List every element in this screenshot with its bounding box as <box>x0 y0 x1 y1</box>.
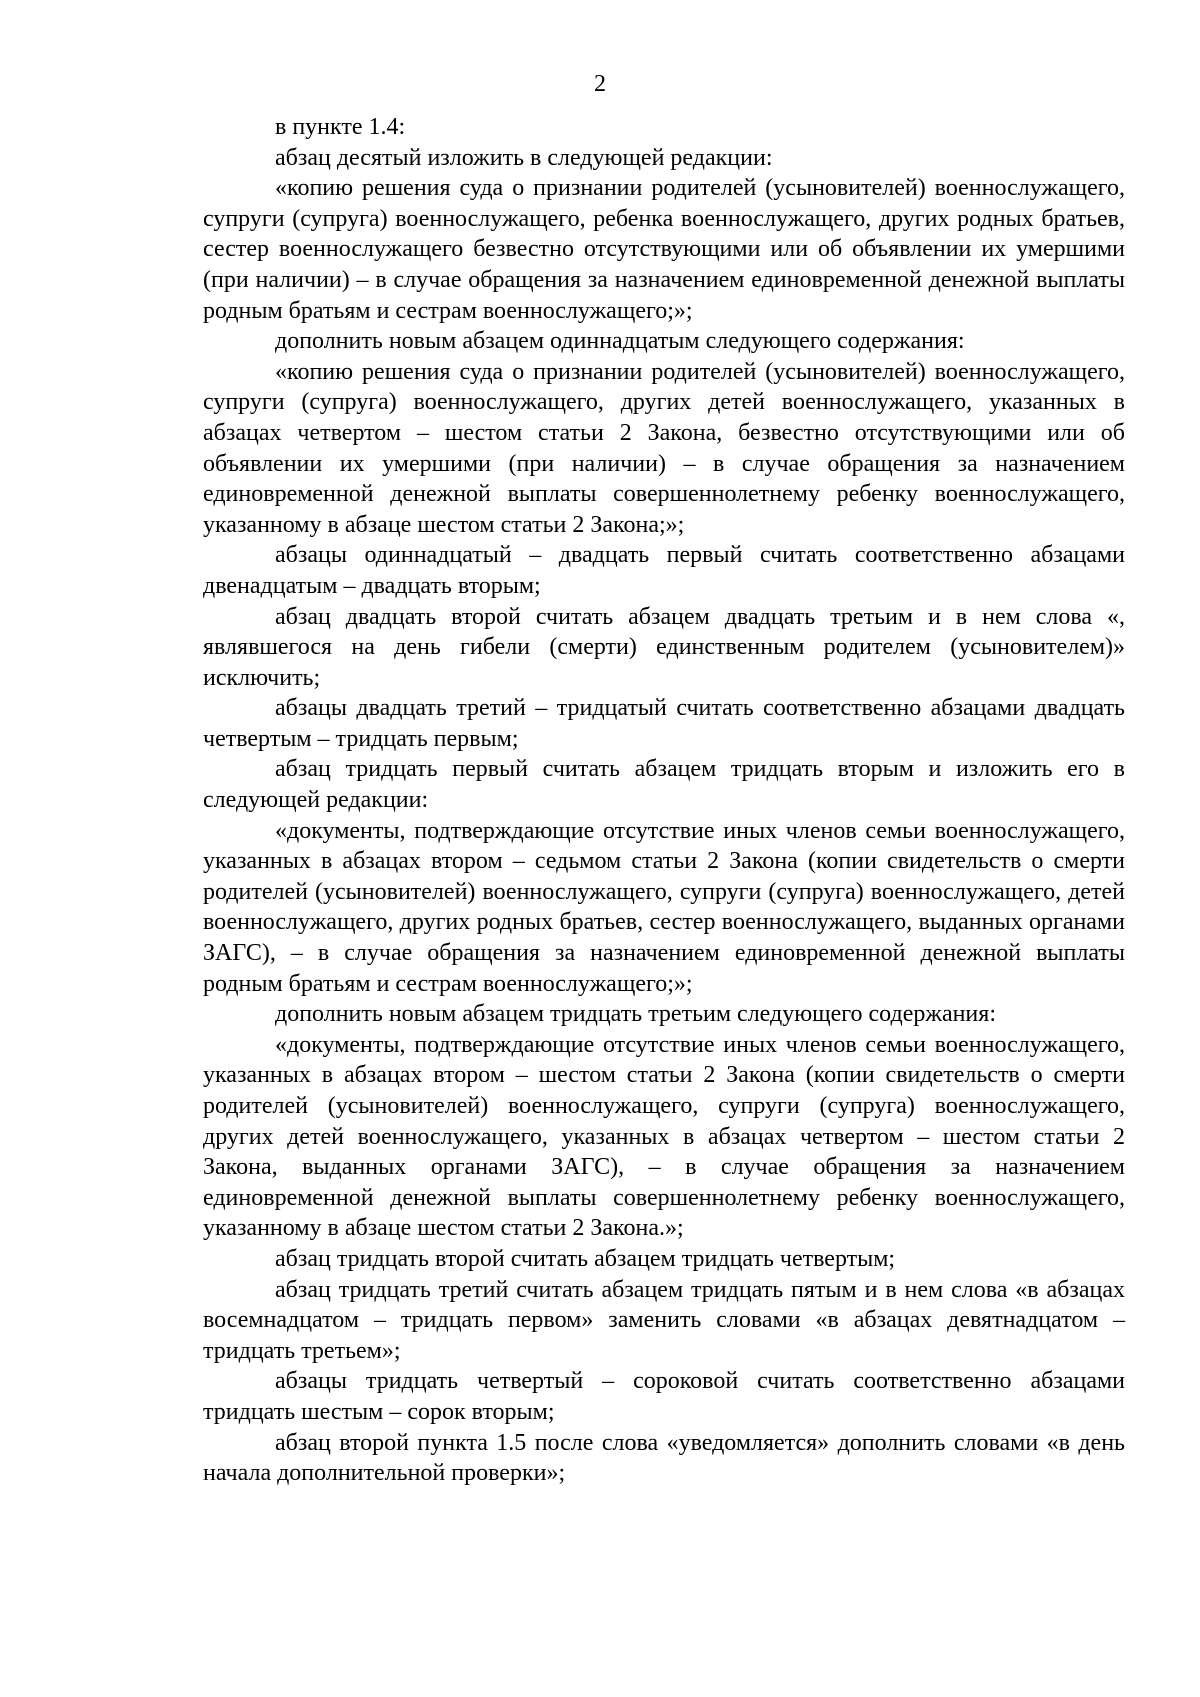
paragraph-12: «документы, подтверждающие отсутствие иных членов семьи военнослужащего, указанных в абзацах втором – шестом статьи 2 Закона (копии свидетельств о смерти родителей (усыновителей) военнослужащего, супруги (супруга) военнослужащего, других детей военнослужащего, указанных в абзацах четвертом – шестом статьи 2 Закона, выданных органами ЗАГС), – в случае обращения за назначением единовременной денежной выплаты совершеннолетнему ребенку военнослужащего, указанному в абзаце шестом статьи 2 Закона.»; <box>203 1031 1125 1242</box>
paragraph-14: абзац тридцать третий считать абзацем тридцать пятым и в нем слова «в абзацах восемнадцатом – тридцать первом» заменить словами «в абзацах девятнадцатом – тридцать третьем»; <box>203 1276 1125 1364</box>
document-body <box>203 112 1125 1489</box>
paragraph-13: абзац тридцать второй считать абзацем тридцать четвертым; <box>275 1245 896 1272</box>
paragraph-10: «документы, подтверждающие отсутствие иных членов семьи военнослужащего, указанных в абзацах втором – седьмом статьи 2 Закона (копии свидетельств о смерти родителей (усыновителей) военнослужащего, супруги (супруга) военнослужащего, детей военнослужащего, других родных братьев, сестер военнослужащего, выданных органами ЗАГС), – в случае обращения за назначением единовременной денежной выплаты родным братьям и сестрам военнослужащего;»; <box>203 817 1125 997</box>
paragraph-8: абзацы двадцать третий – тридцатый считать соответственно абзацами двадцать четвертым – тридцать первым; <box>203 695 1125 752</box>
paragraph-16: абзац второй пункта 1.5 после слова «уведомляется» дополнить словами «в день начала дополнительной проверки»; <box>203 1429 1125 1487</box>
paragraph-6: абзацы одиннадцатый – двадцать первый считать соответственно абзацами двенадцатым – двадцать вторым; <box>203 542 1125 599</box>
page-number: 2 <box>594 71 606 97</box>
paragraph-1: в пункте 1.4: <box>275 114 406 140</box>
paragraph-5: «копию решения суда о признании родителей (усыновителей) военнослужащего, супруги (супруга) военнослужащего, других детей военнослужащего, указанных в абзацах четвертом – шестом статьи 2 Закона, безвестно отсутствующими или об объявлении их умершими (при наличии) – в случае обращения за назначением единовременной денежной выплаты совершеннолетнему ребенку военнослужащего, указанному в абзаце шестом статьи 2 Закона;»; <box>203 358 1125 538</box>
paragraph-11: дополнить новым абзацем тридцать третьим следующего содержания: <box>275 1001 996 1028</box>
paragraph-7: абзац двадцать второй считать абзацем двадцать третьим и в нем слова «, являвшегося на день гибели (смерти) единственным родителем (усыновителем)» исключить; <box>203 603 1125 691</box>
paragraph-3: «копию решения суда о признании родителей (усыновителей) военнослужащего, супруги (супруга) военнослужащего, ребенка военнослужащего, других родных братьев, сестер военнослужащего безвестно отсутствующими или об объявлении их умершими (при наличии) – в случае обращения за назначением единовременной денежной выплаты родным братьям и сестрам военнослужащего;»; <box>203 175 1125 324</box>
paragraph-15: абзацы тридцать четвертый – сороковой считать соответственно абзацами тридцать шестым – сорок вторым; <box>203 1368 1125 1425</box>
paragraph-2: абзац десятый изложить в следующей редакции: <box>275 144 773 171</box>
paragraph-4: дополнить новым абзацем одиннадцатым следующего содержания: <box>275 328 965 355</box>
paragraph-9: абзац тридцать первый считать абзацем тридцать вторым и изложить его в следующей редакции: <box>203 756 1125 814</box>
